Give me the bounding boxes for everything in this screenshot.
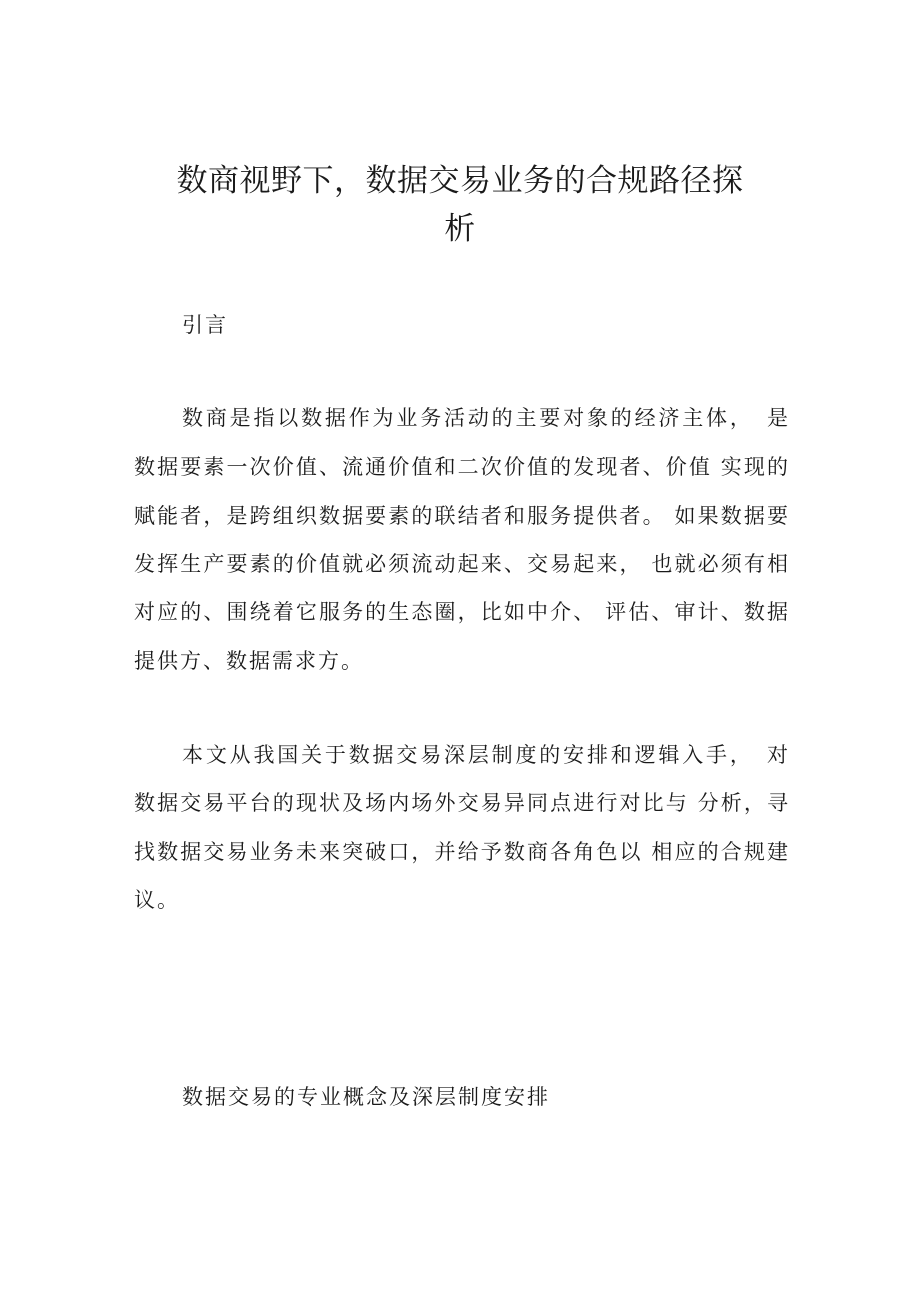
intro-heading: 引言: [182, 313, 228, 337]
document-title-line-1: 数商视野下，数据交易业务的合规路径探: [176, 163, 744, 199]
paragraph-1-line-2: 数据要素一次价值、流通价值和二次价值的发现者、价值 实现的: [134, 455, 788, 479]
section-1-heading: 数据交易的专业概念及深层制度安排: [182, 1085, 550, 1109]
paragraph-2-line-3: 找数据交易业务未来突破口，并给予数商各角色以 相应的合规建: [134, 840, 788, 864]
paragraph-2-line-4: 议。: [134, 888, 180, 912]
document-title-line-2: 析: [444, 211, 476, 247]
paragraph-2-line-1: 本文从我国关于数据交易深层制度的安排和逻辑入手， 对: [182, 743, 788, 767]
paragraph-2-line-2: 数据交易平台的现状及场内场外交易异同点进行对比与 分析，寻: [134, 791, 788, 815]
paragraph-1-line-4: 发挥生产要素的价值就必须流动起来、交易起来， 也就必须有相: [134, 552, 788, 576]
paragraph-1-line-3: 赋能者，是跨组织数据要素的联结者和服务提供者。 如果数据要: [134, 504, 788, 528]
paragraph-1-line-6: 提供方、数据需求方。: [134, 649, 364, 673]
paragraph-1-line-5: 对应的、围绕着它服务的生态圈，比如中介、 评估、审计、数据: [134, 600, 788, 624]
paragraph-1-line-1: 数商是指以数据作为业务活动的主要对象的经济主体， 是: [182, 406, 788, 430]
